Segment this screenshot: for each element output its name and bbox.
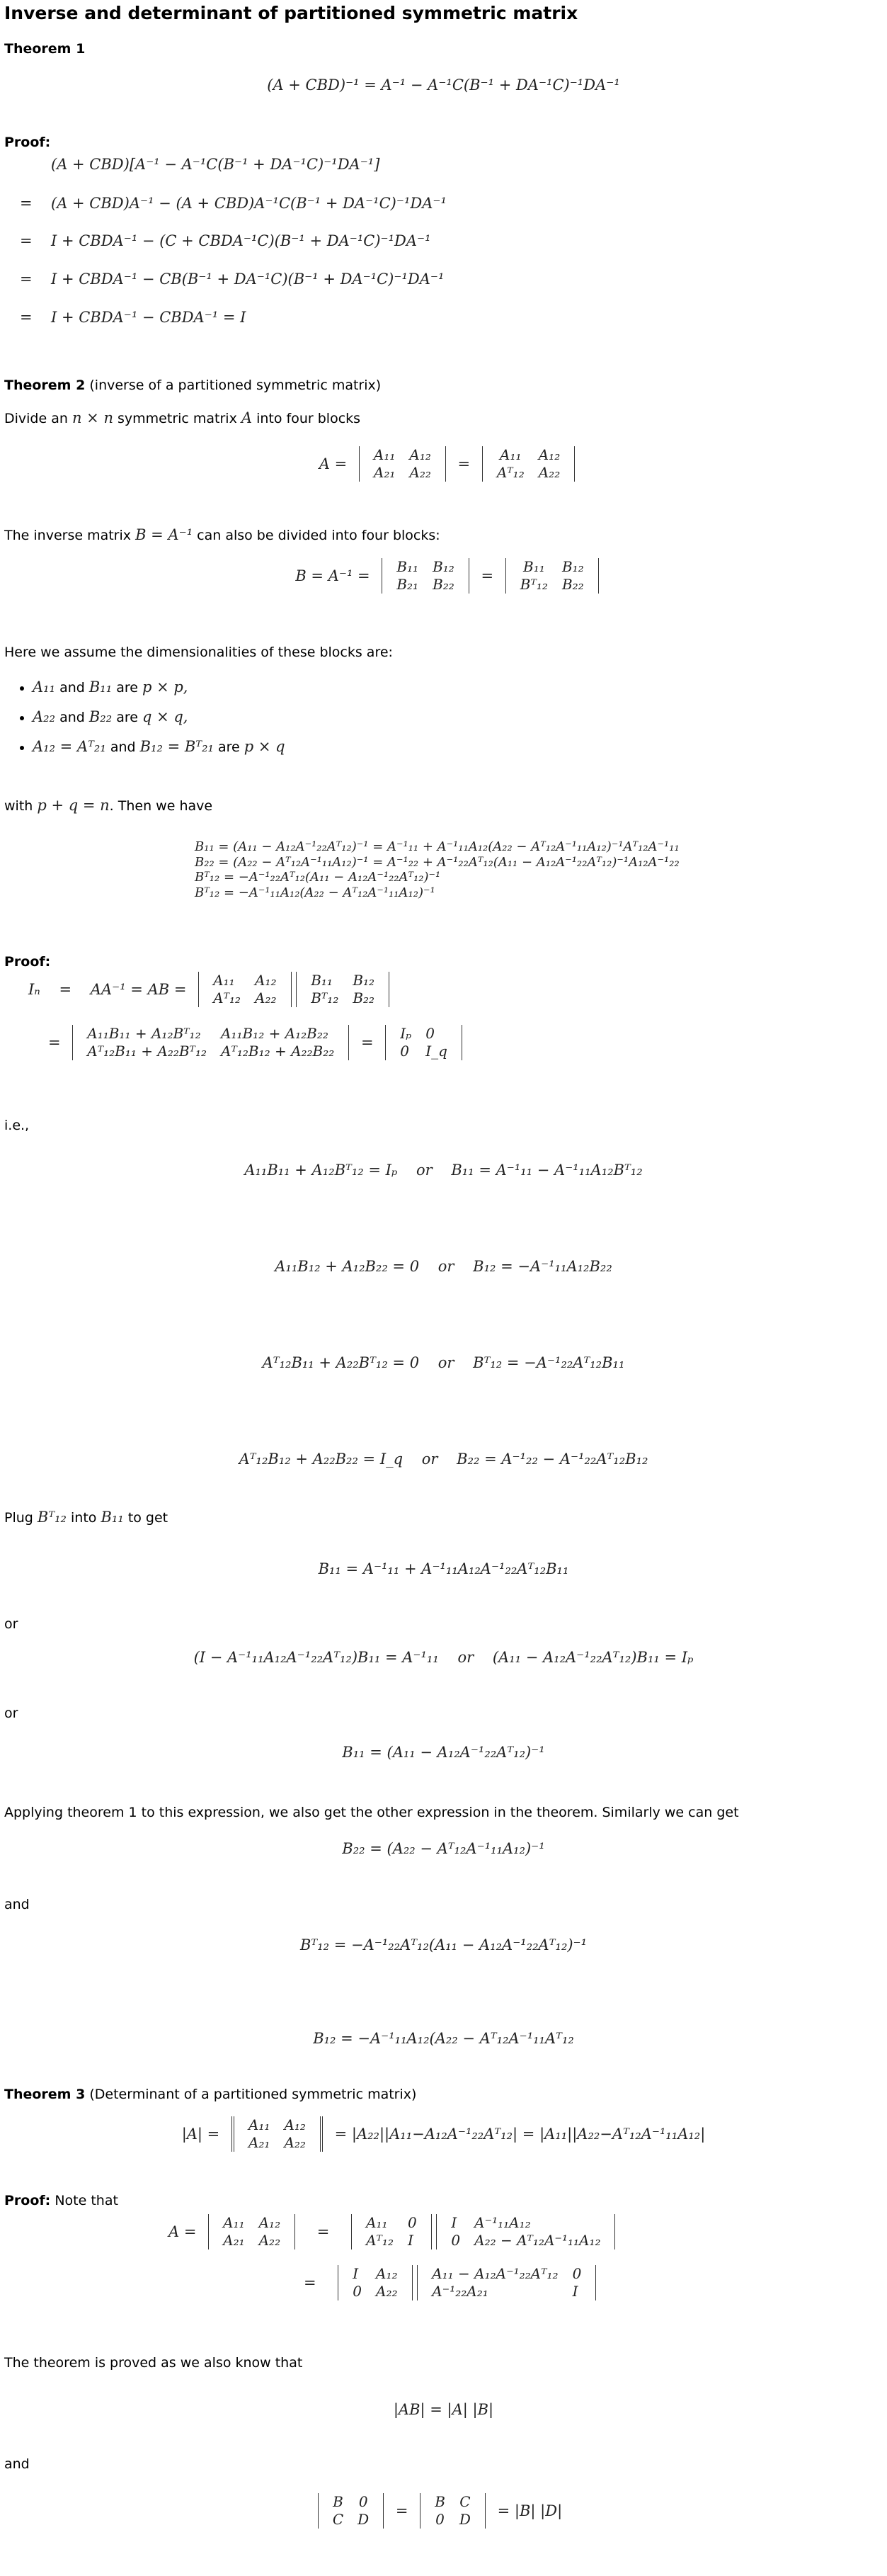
proof3-A [208,2214,295,2249]
proof1-line-3: I + CBDA⁻¹ − (C + CBDA⁻¹C)(B⁻¹ + DA⁻¹C)⁻¹DA⁻¹ [51,232,431,249]
BT-cell: B₁₂ [561,558,584,575]
proved-text: The theorem is proved as we also know that [4,2355,303,2371]
eq-op: = [481,567,494,584]
block-eq-1: A₁₁B₁₁ + A₁₂Bᵀ₁₂ = Iₚ or B₁₁ = A⁻¹₁₁ − A⁻¹₁₁A₁₂Bᵀ₁₂ [244,1162,643,1179]
or-equation-1: (I − A⁻¹₁₁A₁₂A⁻¹₂₂Aᵀ₁₂)B₁₁ = A⁻¹₁₁ or (A₁₁ − A₁₂A⁻¹₂₂Aᵀ₁₂)B₁₁ = Iₚ [193,1649,694,1666]
AT-cell: Aᵀ₁₂ [496,464,525,481]
assume-fragment: p × q [244,738,285,755]
A-lhs: A = [319,455,348,472]
matrix-cell: A₁₁ [248,2116,270,2133]
matrix-cell: I [572,2283,578,2300]
B-cell: B₁₁ [396,558,419,575]
assume-fragment: A₁₂ = Aᵀ₂₁ [33,738,106,755]
B-matrix-T [505,558,599,594]
proof3-R2 [417,2265,596,2300]
det-BC-matrix [318,2493,384,2529]
BT-cell: Bᵀ₁₂ [520,576,548,593]
matrix-cell: I [407,2232,413,2249]
matrix-cell: A₂₁ [223,2232,245,2249]
matrix-cell: 0 [407,2214,417,2231]
assume-fragment: B₁₁ [88,679,113,696]
det-rhs-BD: = |B| |D| [497,2502,563,2519]
proof2-label: Proof: [4,954,51,970]
matrix-cell: B₁₂ [353,972,375,989]
plug-text [4,1509,168,1526]
B22-equation: B₂₂ = (A₂₂ − Aᵀ₁₂A⁻¹₁₁A₁₂)⁻¹ [342,1840,545,1857]
with-text [4,797,212,814]
matrix-cell: D [459,2511,471,2528]
result-B12T-b: Bᵀ₁₂ = −A⁻¹₁₁A₁₂(A₂₂ − Aᵀ₁₂A⁻¹₁₁A₁₂)⁻¹ [195,885,435,900]
matrix-cell: B₁₁ [311,972,333,989]
matrix-cell: A₂₂ [376,2283,398,2300]
matrix-cell: 0 [572,2265,582,2282]
assume-fragment: q × q, [142,708,188,725]
assume-fragment: and [59,710,85,725]
matrix-cell: A₁₁ [366,2214,388,2231]
matrix-cell: A₁₁ [223,2214,245,2231]
inverse-math: B = A⁻¹ [135,526,193,543]
assume-fragment: p × p, [142,679,188,696]
det-BC2-matrix [420,2493,486,2529]
B-block-equation [0,558,887,594]
A-cell: A₁₁ [373,446,396,463]
matrix-cell: 0 [400,1043,410,1060]
matrix-cell: 0 [358,2493,368,2510]
matrix-cell: A₂₁ [248,2134,270,2151]
assume-list [4,666,285,768]
inverse-text-a: The inverse matrix [4,528,132,543]
proof1-eq-sign-5: = [20,309,33,326]
A-lhs: A = [168,2223,197,2240]
det-AB-equation: |AB| = |A| |B| [393,2401,494,2418]
A-matrix [359,446,446,482]
proof3-line2 [287,2265,596,2300]
assume-fragment: and [110,739,136,755]
B-lhs: B = A⁻¹ = [295,567,370,584]
plug-b: into [71,1510,97,1526]
matrix-cell: Iₚ [400,1025,412,1042]
matrix-cell: 0 [353,2283,362,2300]
block-eq-2: A₁₁B₁₂ + A₁₂B₂₂ = 0 or B₁₂ = −A⁻¹₁₁A₁₂B₂₂ [275,1258,612,1275]
divide-text-b: symmetric matrix [118,411,237,426]
result-B22: B₂₂ = (A₂₂ − Aᵀ₁₂A⁻¹₁₁A₁₂)⁻¹ = A⁻¹₂₂ + A⁻¹₂₂Aᵀ₁₂(A₁₁ − A₁₂A⁻¹₂₂Aᵀ₁₂)⁻¹A₁₂A⁻¹₂₂ [195,854,680,870]
matrix-cell: B₂₂ [353,989,375,1006]
A-cell: A₂₁ [373,464,396,481]
proof3-L2 [338,2265,412,2300]
theorem2-results [195,839,680,900]
theorem2-label: Theorem 2 [4,378,86,393]
B-cell: B₁₂ [433,558,454,575]
assume-item [33,679,285,696]
theorem1-equation: (A + CBD)⁻¹ = A⁻¹ − A⁻¹C(B⁻¹ + DA⁻¹C)⁻¹DA⁻¹ [267,76,620,93]
matrix-cell: Aᵀ₁₂ [213,989,241,1006]
or-text-1: or [4,1616,18,1632]
eq-op: = [395,2502,408,2519]
assume-fragment: A₂₂ [33,708,56,725]
det-block-equation [0,2493,887,2529]
matrix-cell: A₁₂ [258,2214,281,2231]
assume-fragment: A₁₁ [33,679,56,696]
proof3-R1 [436,2214,615,2249]
theorem3-heading [4,2087,416,2102]
A-cell: A₁₂ [409,446,431,463]
matrix-cell: A₁₂ [376,2265,398,2282]
matrix-cell: C [459,2493,471,2510]
matrix-cell: A₁₁B₁₂ + A₁₂B₂₂ [221,1025,328,1042]
assume-item [33,708,285,725]
theorem3-subtitle: (Determinant of a partitioned symmetric matrix) [89,2087,417,2102]
or-equation-2: B₁₁ = (A₁₁ − A₁₂A⁻¹₂₂Aᵀ₁₂)⁻¹ [342,1744,545,1761]
matrix-cell: 0 [451,2232,461,2249]
A-block-equation [0,446,887,482]
A-cell: A₂₂ [409,464,431,481]
eq-op: = [316,2223,330,2240]
assume-fragment: and [59,680,85,696]
divide-math: n × n [71,409,113,426]
assume-text: Here we assume the dimensionalities of these blocks are: [4,645,393,660]
det-rhs: = |A₂₂||A₁₁−A₁₂A⁻¹₂₂Aᵀ₁₂| = |A₁₁||A₂₂−Aᵀ₁₂A⁻¹₁₁A₁₂| [334,2126,706,2143]
proof1-label: Proof: [4,135,51,150]
matrix-cell: A₁₁ [213,972,235,989]
result-B12T-a: Bᵀ₁₂ = −A⁻¹₂₂Aᵀ₁₂(A₁₁ − A₁₂A⁻¹₂₂Aᵀ₁₂)⁻¹ [195,870,441,885]
with-a: with [4,798,33,814]
theorem2-subtitle: (inverse of a partitioned symmetric matrix) [89,378,382,393]
matrix-cell: Bᵀ₁₂ [311,989,339,1006]
matrix-cell: A₁₁ − A₁₂A⁻¹₂₂Aᵀ₁₂ [432,2265,559,2282]
proof1-line-2: (A + CBD)A⁻¹ − (A + CBD)A⁻¹C(B⁻¹ + DA⁻¹C)⁻¹DA⁻¹ [51,195,447,212]
proof3-line1 [161,2214,615,2249]
eq-op: = [59,981,72,998]
matrix-cell: A⁻¹₂₂A₂₁ [432,2283,488,2300]
proof2-line2 [28,1025,462,1060]
matrix-cell: A₂₂ [258,2232,281,2249]
B-cell: B₂₁ [396,576,419,593]
plug-equation: B₁₁ = A⁻¹₁₁ + A⁻¹₁₁A₁₂A⁻¹₂₂Aᵀ₁₂B₁₁ [318,1560,569,1577]
matrix-cell: I_q [425,1043,447,1060]
product-matrix [72,1025,349,1060]
B12-equation: B₁₂ = −A⁻¹₁₁A₁₂(A₂₂ − Aᵀ₁₂A⁻¹₁₁Aᵀ₁₂ [313,2030,574,2047]
proof1-line-5: I + CBDA⁻¹ − CBDA⁻¹ = I [51,309,246,326]
proof1-eq-sign-3: = [20,232,33,249]
AB-B-matrix [296,972,389,1007]
inverse-text-b: can also be divided into four blocks: [197,528,440,543]
eq-op: = [457,455,471,472]
matrix-cell: Aᵀ₁₂B₁₂ + A₂₂B₂₂ [221,1043,335,1060]
eq-op: = [48,1034,61,1051]
plug-c: to get [127,1510,168,1526]
proof2-line1 [28,972,389,1007]
applying-text: Applying theorem 1 to this expression, we also get the other expression in the theorem. Similarly we can get [4,1805,739,1820]
proof3-heading [4,2193,118,2208]
and-text-1: and [4,1897,30,1912]
B-cell: B₂₂ [433,576,454,593]
theorem1-label: Theorem 1 [4,41,86,57]
plug-m2: B₁₁ [101,1509,124,1526]
assume-fragment: B₁₂ = Bᵀ₂₁ [139,738,214,755]
matrix-cell: A₂₂ − Aᵀ₁₂A⁻¹₁₁A₁₂ [474,2232,601,2249]
with-b: . Then we have [109,798,213,814]
matrix-cell: B [333,2493,343,2510]
A-matrix-T [482,446,575,482]
and-text-2: and [4,2456,30,2472]
assume-item [33,738,285,755]
matrix-cell: A₁₁B₁₁ + A₁₂Bᵀ₁₂ [87,1025,201,1042]
matrix-cell: I [353,2265,359,2282]
AT-cell: A₂₂ [538,464,561,481]
assume-fragment: B₂₂ [88,708,113,725]
matrix-cell: 0 [425,1025,435,1042]
divide-math-b: A [241,409,253,426]
line1-mid: AA⁻¹ = AB = [90,981,187,998]
plug-a: Plug [4,1510,33,1526]
plug-m1: Bᵀ₁₂ [37,1509,67,1526]
with-math: p + q = n [37,797,110,814]
matrix-cell: A⁻¹₁₁A₁₂ [474,2214,531,2231]
matrix-cell: D [357,2511,370,2528]
proof1-line-4: I + CBDA⁻¹ − CB(B⁻¹ + DA⁻¹C)(B⁻¹ + DA⁻¹C)⁻¹DA⁻¹ [51,271,445,288]
proof1-eq-sign-2: = [20,195,33,212]
proof3-note: Note that [55,2193,118,2208]
B-matrix [382,558,469,594]
divide-text-c: into four blocks [256,411,361,426]
result-B11: B₁₁ = (A₁₁ − A₁₂A⁻¹₂₂Aᵀ₁₂)⁻¹ = A⁻¹₁₁ + A⁻¹₁₁A₁₂(A₂₂ − Aᵀ₁₂A⁻¹₁₁A₁₂)⁻¹Aᵀ₁₂A⁻¹₁₁ [195,839,680,854]
block-eq-3: Aᵀ₁₂B₁₁ + A₂₂Bᵀ₁₂ = 0 or Bᵀ₁₂ = −A⁻¹₂₂Aᵀ₁₂B₁₁ [262,1354,625,1371]
inverse-text [4,526,440,543]
or-text-2: or [4,1706,18,1721]
matrix-cell: A₁₂ [255,972,277,989]
matrix-cell: A₂₂ [255,989,277,1006]
BT-cell: B₁₁ [523,558,545,575]
ie-text: i.e., [4,1118,30,1133]
identity-matrix [385,1025,462,1060]
BT-cell: B₂₂ [561,576,584,593]
AT-cell: A₁₂ [538,446,561,463]
B12T-equation: Bᵀ₁₂ = −A⁻¹₂₂Aᵀ₁₂(A₁₁ − A₁₂A⁻¹₂₂Aᵀ₁₂)⁻¹ [299,1936,588,1953]
assume-fragment: are [217,739,240,755]
theorem2-divide-text [4,409,360,426]
matrix-cell: B [435,2493,445,2510]
theorem2-heading [4,378,381,393]
proof1-line-1: (A + CBD)[A⁻¹ − A⁻¹C(B⁻¹ + DA⁻¹C)⁻¹DA⁻¹] [51,156,380,173]
matrix-cell: 0 [435,2511,445,2528]
block-eq-4: Aᵀ₁₂B₁₂ + A₂₂B₂₂ = I_q or B₂₂ = A⁻¹₂₂ − A⁻¹₂₂Aᵀ₁₂B₁₂ [239,1451,648,1468]
AT-cell: A₁₁ [500,446,522,463]
proof3-label: Proof: [4,2193,51,2208]
matrix-cell: Aᵀ₁₂B₁₁ + A₂₂Bᵀ₁₂ [87,1043,207,1060]
matrix-cell: A₁₂ [284,2116,306,2133]
eq-op: = [304,2274,316,2291]
matrix-cell: A₂₂ [284,2134,306,2151]
page-title: Inverse and determinant of partitioned symmetric matrix [4,3,578,23]
proof3-L1 [351,2214,432,2249]
assume-fragment: are [116,710,138,725]
eq-op: = [360,1034,374,1051]
theorem3-equation [0,2116,887,2152]
theorem3-label: Theorem 3 [4,2087,86,2102]
assume-fragment: are [116,680,138,696]
In-lhs: Iₙ [28,981,40,998]
AB-A-matrix [198,972,291,1007]
proof1-eq-sign-4: = [20,271,33,288]
matrix-cell: Aᵀ₁₂ [366,2232,394,2249]
matrix-cell: C [332,2511,344,2528]
divide-text-a: Divide an [4,411,68,426]
det-lhs: |A| = [181,2126,220,2143]
matrix-cell: I [451,2214,457,2231]
det-A-matrix [231,2116,323,2152]
